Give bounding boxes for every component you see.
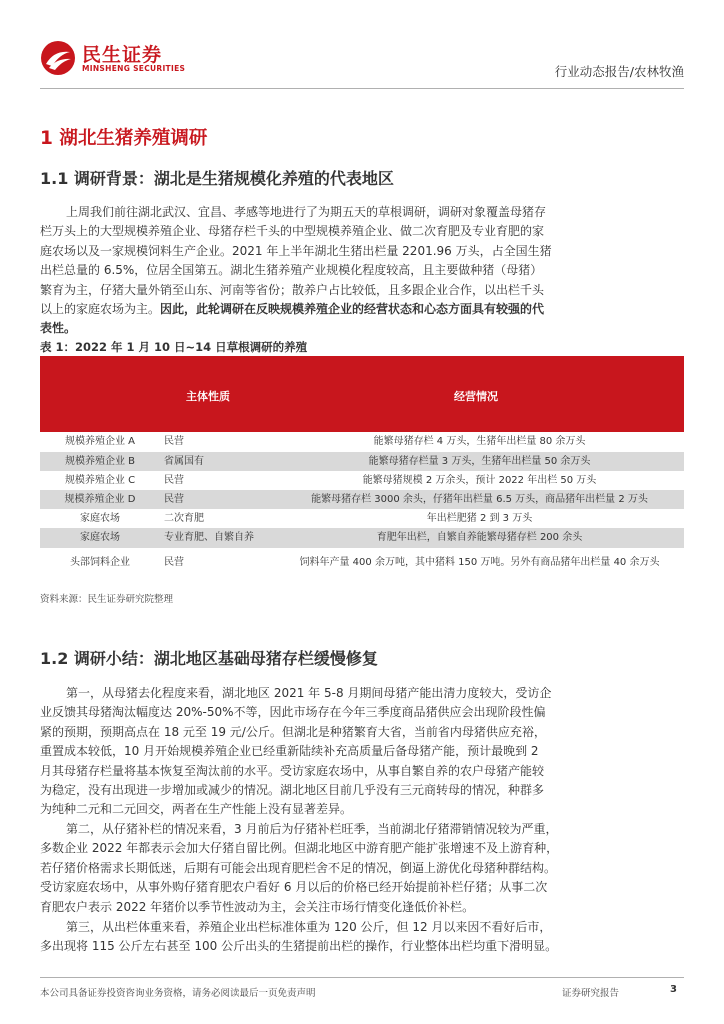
minsheng-logo-icon xyxy=(40,40,76,76)
background-paragraph xyxy=(40,203,684,339)
cell-type: 省属国有 xyxy=(164,456,204,467)
table-row xyxy=(40,509,684,528)
page-header xyxy=(40,38,684,86)
cell-operations: 能繁母猪存栏 3000 余头，仔猪年出栏量 6.5 万头，商品猪年出栏量 2 万头 xyxy=(311,494,648,505)
table-title: 表 1：2022 年 1 月 10 日~14 日草根调研的养殖 xyxy=(40,340,308,354)
text-line: 紧的预期，预期高点在 18 元至 19 元/公斤。但湖北是种猪繁育大省，当前省内母猪供应充裕， xyxy=(40,724,546,739)
summary-paragraph-3 xyxy=(40,918,684,957)
bold-conclusion-end: 表性。 xyxy=(40,321,77,336)
cell-operations: 能繁母猪存栏 4 万头，生猪年出栏量 80 余万头 xyxy=(373,436,586,447)
footer-disclaimer: 本公司具备证券投资咨询业务资格，请务必阅读最后一页免责声明 xyxy=(40,988,316,999)
footer-divider xyxy=(40,977,684,978)
cell-entity: 头部饲料企业 xyxy=(70,557,130,568)
cell-type: 专业育肥、自繁自养 xyxy=(164,532,254,543)
table-row xyxy=(40,452,684,471)
text-line: 第一，从母猪去化程度来看，湖北地区 2021 年 5-8 月期间母猪产能出清力度较大，受访企 xyxy=(66,686,552,700)
cell-type: 民营 xyxy=(164,436,184,447)
text-line: 多出现将 115 公斤左右甚至 100 公斤出头的生猪提前出栏的操作，行业整体出栏均重下滑明显。 xyxy=(40,939,558,954)
cell-operations: 能繁母猪规模 2 万余头，预计 2022 年出栏 50 万头 xyxy=(362,475,597,486)
cell-type: 民营 xyxy=(164,557,184,568)
summary-paragraph-2 xyxy=(40,820,684,917)
cell-entity: 规模养殖企业 B xyxy=(64,456,136,467)
page-number: 3 xyxy=(670,984,677,995)
header-entity-type: 主体性质 xyxy=(186,390,230,403)
header-operations: 经营情况 xyxy=(454,390,498,403)
cell-entity: 规模养殖企业 A xyxy=(64,436,136,447)
cell-entity: 家庭农场 xyxy=(80,513,120,524)
cell-type: 民营 xyxy=(164,475,184,486)
text-line: 育肥农户表示 2022 年猪价以季节性波动为主，会关注市场行情变化逢低价补栏。 xyxy=(40,899,475,914)
cell-operations: 能繁母猪存栏量 3 万头，生猪年出栏量 50 余万头 xyxy=(368,456,591,467)
cell-operations: 饲料年产量 400 余万吨，其中猪料 150 万吨。另外有商品猪年出栏量 40 余万头 xyxy=(299,557,660,568)
logo-text-cn: 民生证券 xyxy=(82,44,163,66)
text-line: 繁育为主，仔猪大量外销至山东、河南等省份；散养户占比较低，且多跟企业合作，以出栏千头 xyxy=(40,282,545,297)
table-row xyxy=(40,432,684,452)
text-line: 以上的家庭农场为主。 xyxy=(40,302,161,317)
text-line: 第二，从仔猪补栏的情况来看，3 月前后为仔猪补栏旺季，当前湖北仔猪滞销情况较为严重， xyxy=(66,822,558,836)
text-line: 出栏总量的 6.5%，位居全国第五。湖北生猪养殖产业规模化程度较高，且主要做种猪（母猪） xyxy=(40,263,543,278)
section-1-2-title: 1.2 调研小结：湖北地区基础母猪存栏缓慢修复 xyxy=(40,649,378,668)
cell-entity: 规模养殖企业 C xyxy=(64,475,136,486)
table-row xyxy=(40,528,684,548)
report-type: 行业动态报告/农林牧渔 xyxy=(554,64,684,79)
table-row xyxy=(40,490,684,509)
text-line: 第三，从出栏体重来看，养殖企业出栏标准体重为 120 公斤，但 12 月以来因不看好后市， xyxy=(66,920,552,934)
text-line: 多数企业 2022 年都表示会加大仔猪自留比例。但湖北地区中游育肥产能扩张增速不及上游育种， xyxy=(40,841,559,856)
cell-operations: 年出栏肥猪 2 到 3 万头 xyxy=(426,513,533,524)
footer-label: 证券研究报告 xyxy=(562,988,620,999)
summary-paragraph-1 xyxy=(40,684,684,820)
bold-conclusion: 因此，此轮调研在反映规模养殖企业的经营状态和心态方面具有较强的代 xyxy=(160,302,545,317)
table-row xyxy=(40,548,684,578)
cell-type: 二次育肥 xyxy=(164,513,204,524)
text-line: 重置成本较低，10 月开始规模养殖企业已经重新陆续补充高质量后备母猪产能，预计最晚到 2 xyxy=(40,744,539,759)
text-line: 为纯种二元和二元回交，两者在生产性能上没有显著差异。 xyxy=(40,802,353,817)
text-line: 庭农场以及一家规模饲料生产企业。2021 年上半年湖北生猪出栏量 2201.96 万头，占全国生猪 xyxy=(40,243,552,258)
text-line: 上周我们前往湖北武汉、宜昌、孝感等地进行了为期五天的草根调研，调研对象覆盖母猪存 xyxy=(66,205,547,219)
cell-entity: 家庭农场 xyxy=(80,532,120,543)
section-1-1-title: 1.1 调研背景：湖北是生猪规模化养殖的代表地区 xyxy=(40,169,394,188)
table-header xyxy=(40,356,684,432)
cell-type: 民营 xyxy=(164,494,184,505)
text-line: 受访家庭农场中，从事外购仔猪育肥农户看好 6 月以后的价格已经开始提前补栏仔猪；从事二次 xyxy=(40,880,548,895)
table-row xyxy=(40,471,684,490)
text-line: 月其母猪存栏量将基本恢复至淘汰前的水平。受访家庭农场中，从事自繁自养的农户母猪产能较 xyxy=(40,763,545,778)
text-line: 为稳定，没有出现进一步增加或减少的情况。湖北地区目前几乎没有三元商转母的情况，种群多 xyxy=(40,783,545,798)
logo-text-en: MINSHENG SECURITIES xyxy=(82,64,186,73)
header-divider xyxy=(40,88,684,89)
text-line: 栏万头上的大型规模养殖企业、母猪存栏千头的中型规模养殖企业、做二次育肥及专业育肥的家 xyxy=(40,224,545,239)
text-line: 业反馈其母猪淘汰幅度达 20%-50%不等，因此市场存在今年三季度商品猪供应会出现阶段性偏 xyxy=(40,705,546,720)
text-line: 若仔猪价格需求长期低迷，后期有可能会出现育肥栏舍不足的情况，倒逼上游优化母猪种群结构。 xyxy=(40,860,557,875)
cell-entity: 规模养殖企业 D xyxy=(64,494,136,505)
table-source: 资料来源：民生证券研究院整理 xyxy=(40,594,174,605)
section-1-title: 1 湖北生猪养殖调研 xyxy=(40,128,208,149)
cell-operations: 育肥年出栏，自繁自养能繁母猪存栏 200 余头 xyxy=(376,532,583,543)
company-logo xyxy=(40,38,200,78)
